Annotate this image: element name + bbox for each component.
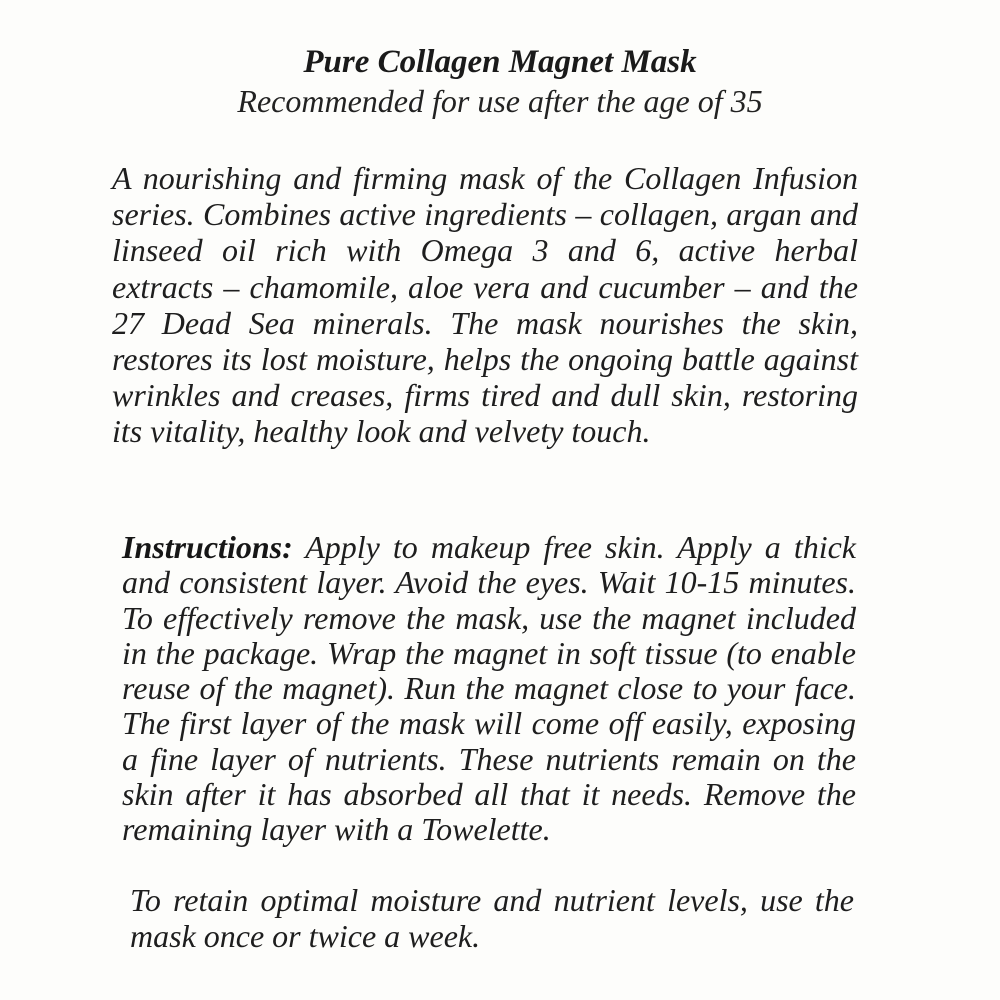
instructions-paragraph — [122, 530, 856, 848]
product-title: Pure Collagen Magnet Mask — [303, 44, 697, 80]
header — [0, 42, 1000, 120]
usage-frequency: To retain optimal moisture and nutrient levels, use the mask once or twice a week. — [130, 882, 854, 954]
instructions-text: Apply to makeup free skin. Apply a thick and consistent layer. Avoid the eyes. Wait 10-15 minutes. To effectively remove the mask, use the magnet included in the package. Wrap the magnet in soft tissue (to enable reuse of the magnet). Run the magnet close to your face. The first layer of the mask will come off easily, exposing a fine layer of nutrients. These nutrients remain on the skin after it has absorbed all that it needs. Remove the remaining layer with a Towelette. — [122, 529, 857, 848]
instructions-label: Instructions: — [122, 529, 293, 565]
product-description: A nourishing and firming mask of the Collagen Infusion series. Combines active ingredients – collagen, argan and linseed oil rich with Omega 3 and 6, active herbal extracts – chamomile, aloe vera and cucumber – and the 27 Dead Sea minerals. The mask nourishes the skin, restores its lost moisture, helps the ongoing battle against wrinkles and creases, firms tired and dull skin, restoring its vitality, healthy look and velvety touch. — [112, 160, 858, 450]
product-subtitle: Recommended for use after the age of 35 — [237, 83, 763, 119]
